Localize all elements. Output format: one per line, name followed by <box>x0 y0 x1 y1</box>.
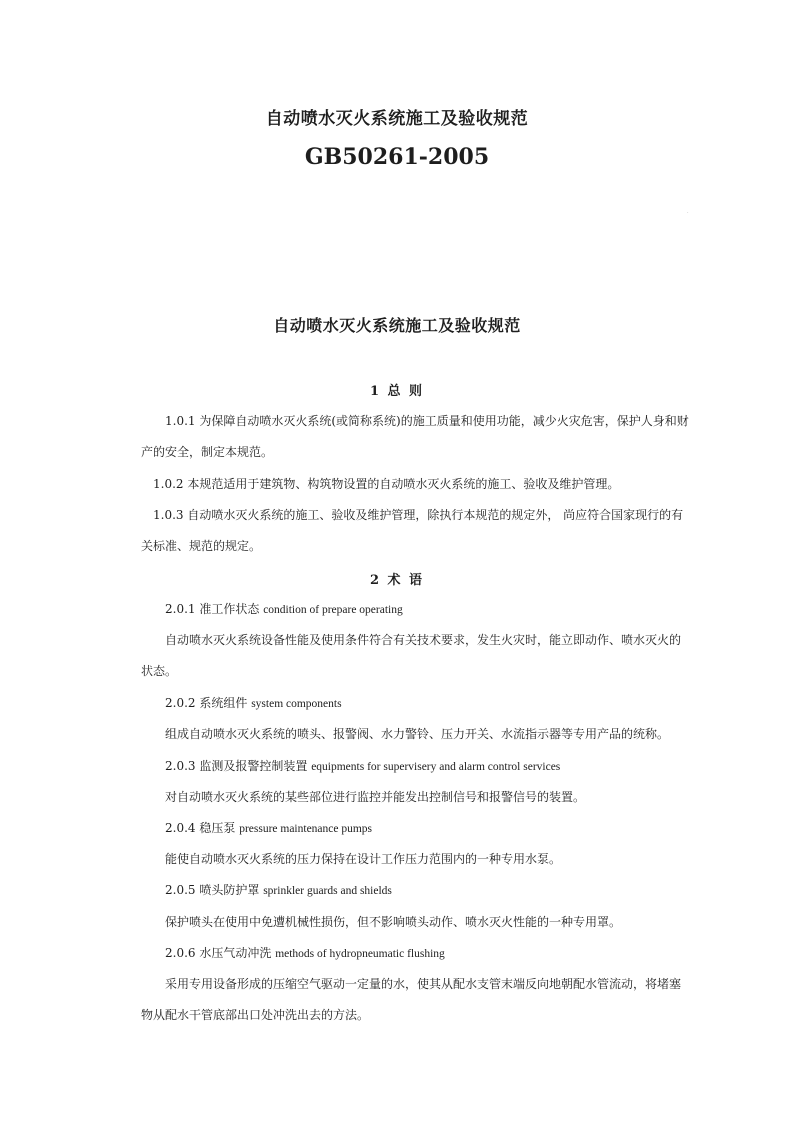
document-title: 自动喷水灭火系统施工及验收规范 <box>265 109 529 129</box>
corner-mark: · <box>687 210 689 216</box>
term-2-0-4-definition: 能使自动喷水灭火系统的压力保持在设计工作压力范围内的一种专用水泵。 <box>165 852 562 866</box>
term-english: equipments for supervisery and alarm control services <box>311 761 561 773</box>
term-2-0-6-definition-line1: 采用专用设备形成的压缩空气驱动一定量的水，使其从配水支管末端反向地朝配水管流动，将堵塞 <box>165 977 682 991</box>
term-number-title: 2.0.2 系统组件 <box>165 696 248 710</box>
term-english: sprinkler guards and shields <box>263 885 392 897</box>
term-2-0-6-definition-line2: 物从配水干管底部出口处冲洗出去的方法。 <box>141 1008 370 1022</box>
term-number-title: 2.0.4 稳压泵 <box>165 821 236 835</box>
term-2-0-1-heading <box>165 601 403 618</box>
term-english: condition of prepare operating <box>263 604 403 616</box>
term-english: pressure maintenance pumps <box>239 823 373 835</box>
term-number-title: 2.0.1 准工作状态 <box>165 602 260 616</box>
chapter-1-heading: 1 总 则 <box>369 384 425 399</box>
clause-1-0-1-line1: 1.0.1 为保障自动喷水灭火系统(或简称系统)的施工质量和使用功能，减少火灾危害，保护人身和财 <box>165 414 689 428</box>
term-2-0-3-heading <box>165 758 560 775</box>
term-english: methods of hydropneumatic flushing <box>275 948 445 960</box>
term-2-0-4-heading <box>165 820 372 837</box>
clause-1-0-3-line1: 1.0.3 自动喷水灭火系统的施工、验收及维护管理，除执行本规范的规定外， 尚应符合国家现行的有 <box>153 508 684 522</box>
standard-code: GB50261-2005 <box>304 144 490 170</box>
term-2-0-5-definition: 保护喷头在使用中免遭机械性损伤，但不影响喷头动作、喷水灭火性能的一种专用罩。 <box>165 915 622 929</box>
clause-1-0-1-line2: 产的安全，制定本规范。 <box>141 445 274 459</box>
term-2-0-2-heading <box>165 695 342 712</box>
term-2-0-6-heading <box>165 945 445 962</box>
term-english: system components <box>251 698 342 710</box>
term-2-0-1-definition-line1: 自动喷水灭火系统设备性能及使用条件符合有关技术要求，发生火灾时，能立即动作、喷水灭火的 <box>165 633 682 647</box>
clause-1-0-2: 1.0.2 本规范适用于建筑物、构筑物设置的自动喷水灭火系统的施工、验收及维护管理。 <box>153 477 620 491</box>
chapter-2-heading: 2 术 语 <box>369 573 425 588</box>
term-2-0-3-definition: 对自动喷水灭火系统的某些部位进行监控并能发出控制信号和报警信号的装置。 <box>165 790 586 804</box>
term-2-0-1-definition-line2: 状态。 <box>141 664 178 678</box>
term-number-title: 2.0.6 水压气动冲洗 <box>165 946 272 960</box>
clause-1-0-3-line2: 关标准、规范的规定。 <box>141 539 262 553</box>
term-number-title: 2.0.3 监测及报警控制装置 <box>165 759 308 773</box>
document-subtitle: 自动喷水灭火系统施工及验收规范 <box>273 316 521 335</box>
term-number-title: 2.0.5 喷头防护罩 <box>165 883 260 897</box>
term-2-0-2-definition: 组成自动喷水灭火系统的喷头、报警阀、水力警铃、压力开关、水流指示器等专用产品的统称。 <box>165 727 670 741</box>
term-2-0-5-heading <box>165 882 392 899</box>
